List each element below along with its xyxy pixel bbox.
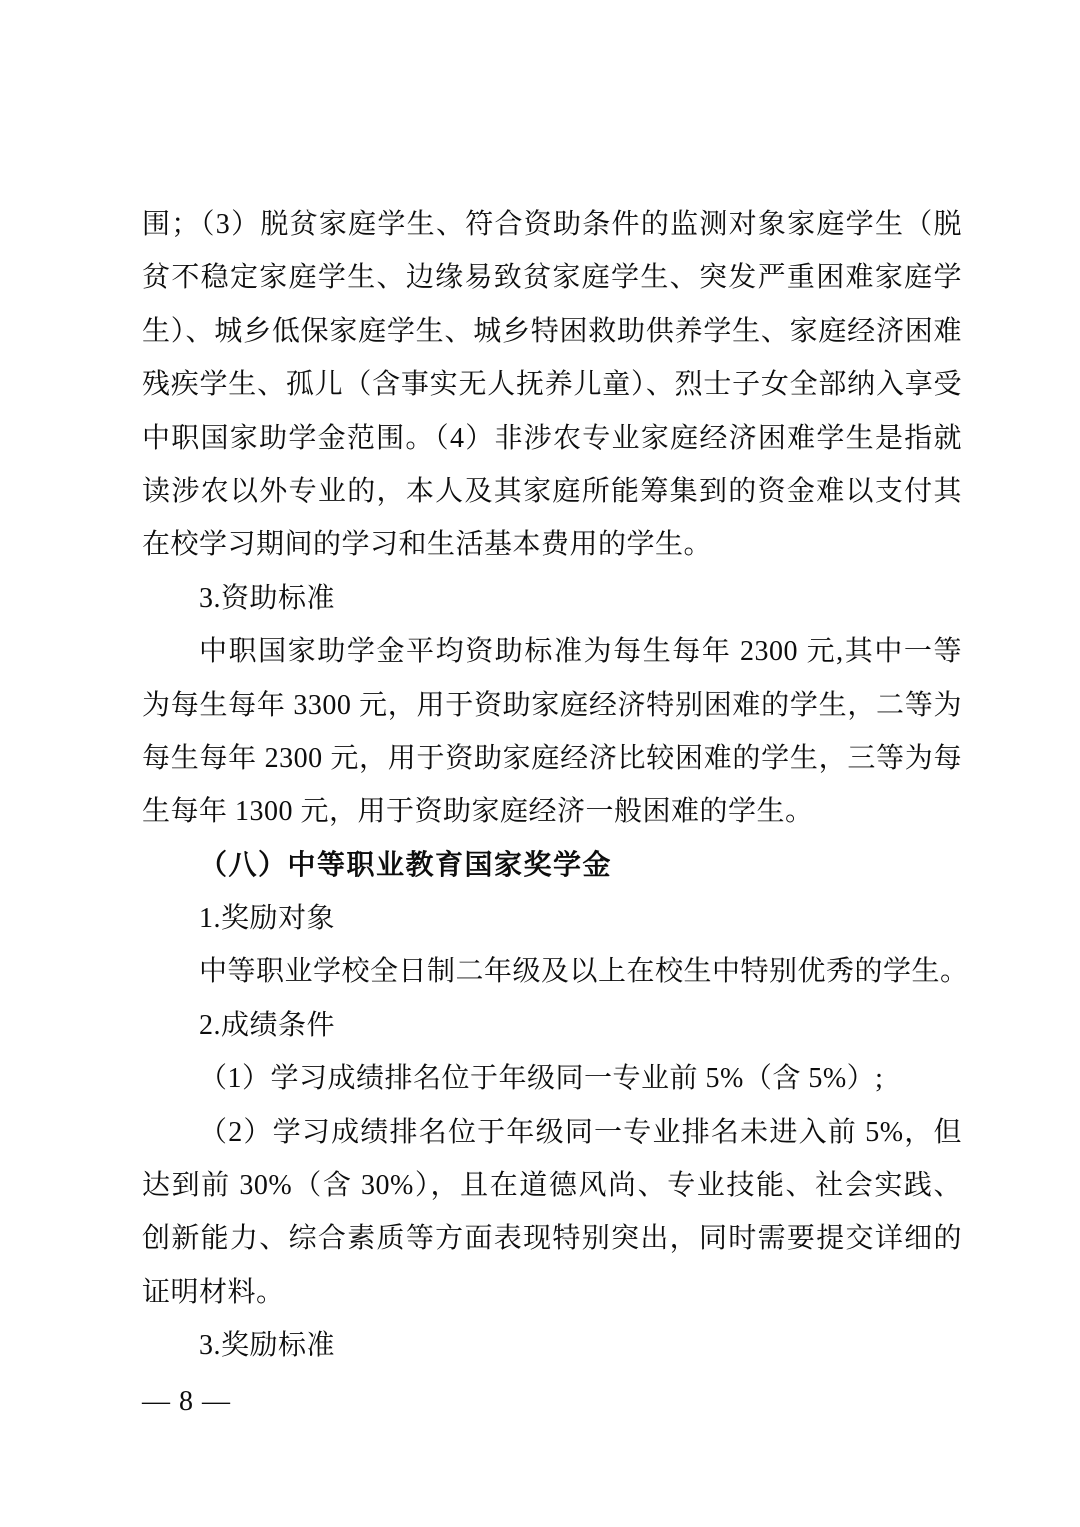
text-line: 为每生每年 3300 元，用于资助家庭经济特别困难的学生，二等为 bbox=[142, 689, 962, 721]
text-line: （1）学习成绩排名位于年级同一专业前 5%（含 5%）; bbox=[199, 1063, 884, 1095]
text-line: 生每年 1300 元，用于资助家庭经济一般困难的学生。 bbox=[142, 796, 814, 828]
text-line: 3.资助标准 bbox=[199, 582, 336, 614]
text-line: 创新能力、综合素质等方面表现特别突出，同时需要提交详细的 bbox=[142, 1223, 962, 1255]
text-line: 读涉农以外专业的，本人及其家庭所能筹集到的资金难以支付其 bbox=[142, 475, 962, 507]
text-line: 每生每年 2300 元，用于资助家庭经济比较困难的学生，三等为每 bbox=[142, 742, 962, 774]
text-line: 中职国家助学金范围。（4）非涉农专业家庭经济困难学生是指就 bbox=[142, 422, 962, 454]
text-line: 证明材料。 bbox=[142, 1276, 285, 1308]
text-line: 残疾学生、孤儿（含事实无人抚养儿童）、烈士子女全部纳入享受 bbox=[142, 369, 962, 401]
page-number: — 8 — bbox=[142, 1386, 231, 1417]
section-heading: （八）中等职业教育国家奖学金 bbox=[199, 849, 613, 881]
text-line: （2）学习成绩排名位于年级同一专业排名未进入前 5%，但 bbox=[199, 1116, 962, 1148]
text-line: 中职国家助学金平均资助标准为每生每年 2300 元,其中一等 bbox=[199, 636, 962, 668]
text-line: 3.奖励标准 bbox=[199, 1330, 336, 1362]
text-line: 1.奖励对象 bbox=[199, 903, 336, 935]
text-line: 贫不稳定家庭学生、边缘易致贫家庭学生、突发严重困难家庭学 bbox=[142, 262, 962, 294]
text-line: 在校学习期间的学习和生活基本费用的学生。 bbox=[142, 529, 713, 561]
text-line: 中等职业学校全日制二年级及以上在校生中特别优秀的学生。 bbox=[199, 956, 969, 988]
text-line: 2.成绩条件 bbox=[199, 1009, 336, 1041]
document-body bbox=[142, 198, 969, 1373]
text-line: 达到前 30%（含 30%），且在道德风尚、专业技能、社会实践、 bbox=[142, 1170, 962, 1202]
text-line: 围；（3）脱贫家庭学生、符合资助条件的监测对象家庭学生（脱 bbox=[142, 209, 962, 240]
text-line: 生）、城乡低保家庭学生、城乡特困救助供养学生、家庭经济困难 bbox=[142, 315, 962, 347]
